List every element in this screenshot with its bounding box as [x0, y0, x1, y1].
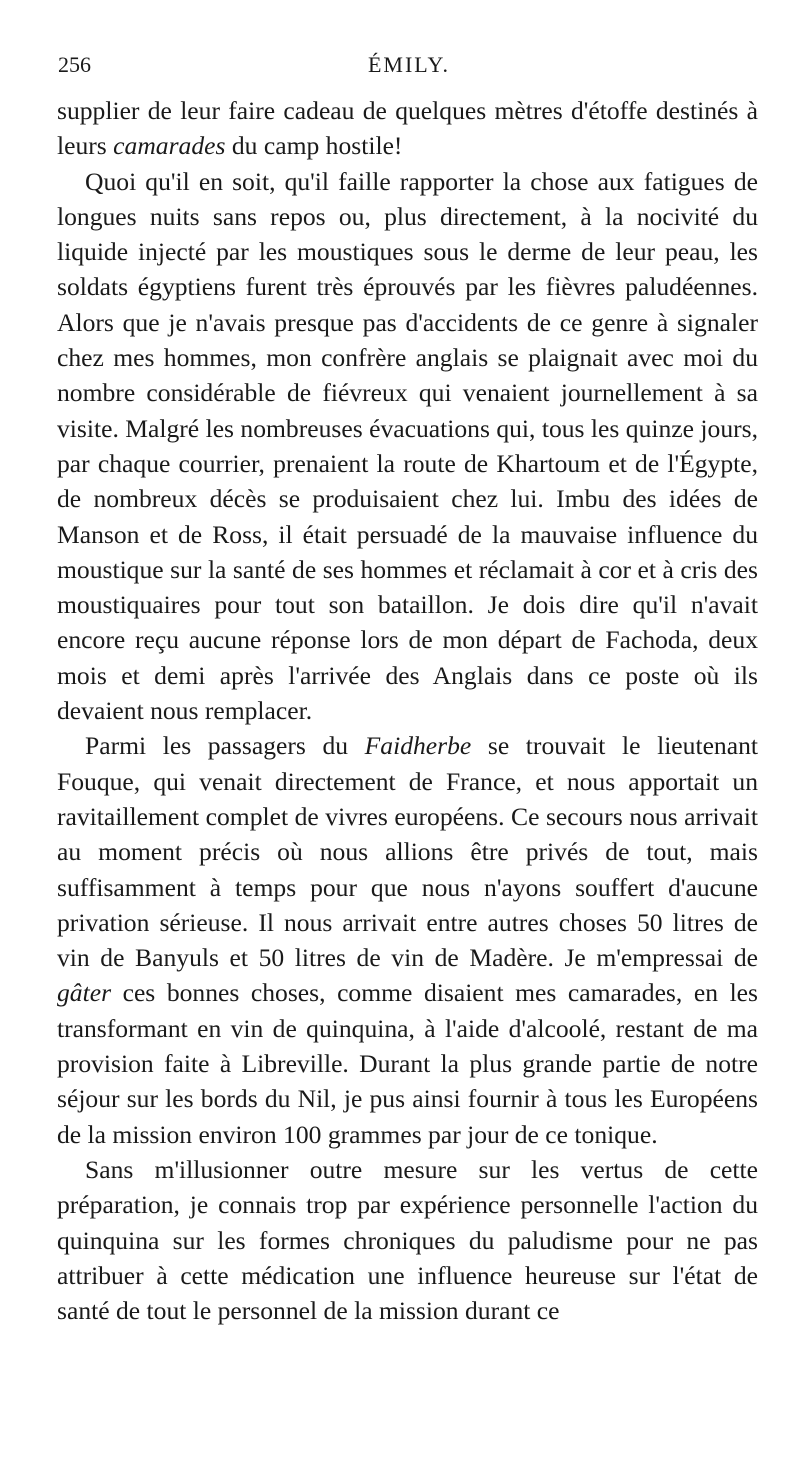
text-run: Parmi les passagers du [85, 731, 365, 761]
running-header [58, 52, 760, 86]
running-title: ÉMILY. [367, 52, 451, 77]
italic-text: gâter [57, 978, 112, 1008]
text-run: se trouvait le lieutenant Fouque, qui venait directement de France, et nous apportait un ravitaillement complet de vivres européens. Ce secours nous arrivait au moment précis où nous allions être privés de tout, mais suffisamment à temps pour que nous n'ayons souffert d'aucune privation sérieuse. Il nous arrivait entre autres choses 50 litres de vin de Banyuls et 50 litres de vin de Madère. Je m'empressai de [57, 731, 758, 973]
paragraph [57, 93, 758, 164]
text-run: du camp hostile! [225, 131, 403, 161]
text-run: Sans m'illusionner outre mesure sur les vertus de cette préparation, je connais trop par expérience personnelle l'action du quinquina sur les formes chroniques du paludisme pour ne pas attribuer à cette médication une influence heureuse sur l'état de santé de tout le personnel de la mission durant ce [57, 1154, 758, 1326]
body-text [57, 93, 758, 1328]
text-run: supplier de leur faire cadeau de quelques mètres d'étoffe destinés à leurs [57, 96, 758, 161]
paragraph [57, 1152, 758, 1328]
italic-text: Faidherbe [364, 731, 472, 761]
paragraph [57, 728, 758, 1152]
text-run: Quoi qu'il en soit, qu'il faille rapporter la chose aux fatigues de longues nuits sans repos ou, plus directement, à la nocivité du liquide injecté par les moustiques sous le derme de leur peau, les soldats égyptiens furent très éprouvés par les fièvres paludéennes. Alors que je n'avais presque pas d'accidents de ce genre à signaler chez mes hommes, mon confrère anglais se plaignait avec moi du nombre considérable de fiévreux qui venaient journellement à sa visite. Malgré les nombreuses évacuations qui, tous les quinze jours, par chaque courrier, prenaient la route de Khartoum et de l'Égypte, de nombreux décès se produisaient chez lui. Imbu des idées de Manson et de Ross, il était persuadé de la mauvaise influence du moustique sur la santé de ses hommes et réclamait à cor et à cris des moustiquaires pour tout son bataillon. Je dois dire qu'il n'avait encore reçu aucune réponse lors de mon départ de Fachoda, deux mois et demi après l'arrivée des Anglais dans ce poste où ils devaient nous remplacer. [57, 166, 758, 726]
page-number: 256 [58, 52, 91, 77]
text-run: ces bonnes choses, comme disaient mes camarades, en les transformant en vin de quinquina, à l'aide d'alcoolé, restant de ma provision faite à Libreville. Durant la plus grande partie de notre séjour sur les bords du Nil, je pus ainsi fournir à tous les Européens de la mission environ 100 grammes par jour de ce tonique. [57, 978, 758, 1149]
paragraph [57, 164, 758, 729]
italic-text: camarades [113, 131, 226, 161]
